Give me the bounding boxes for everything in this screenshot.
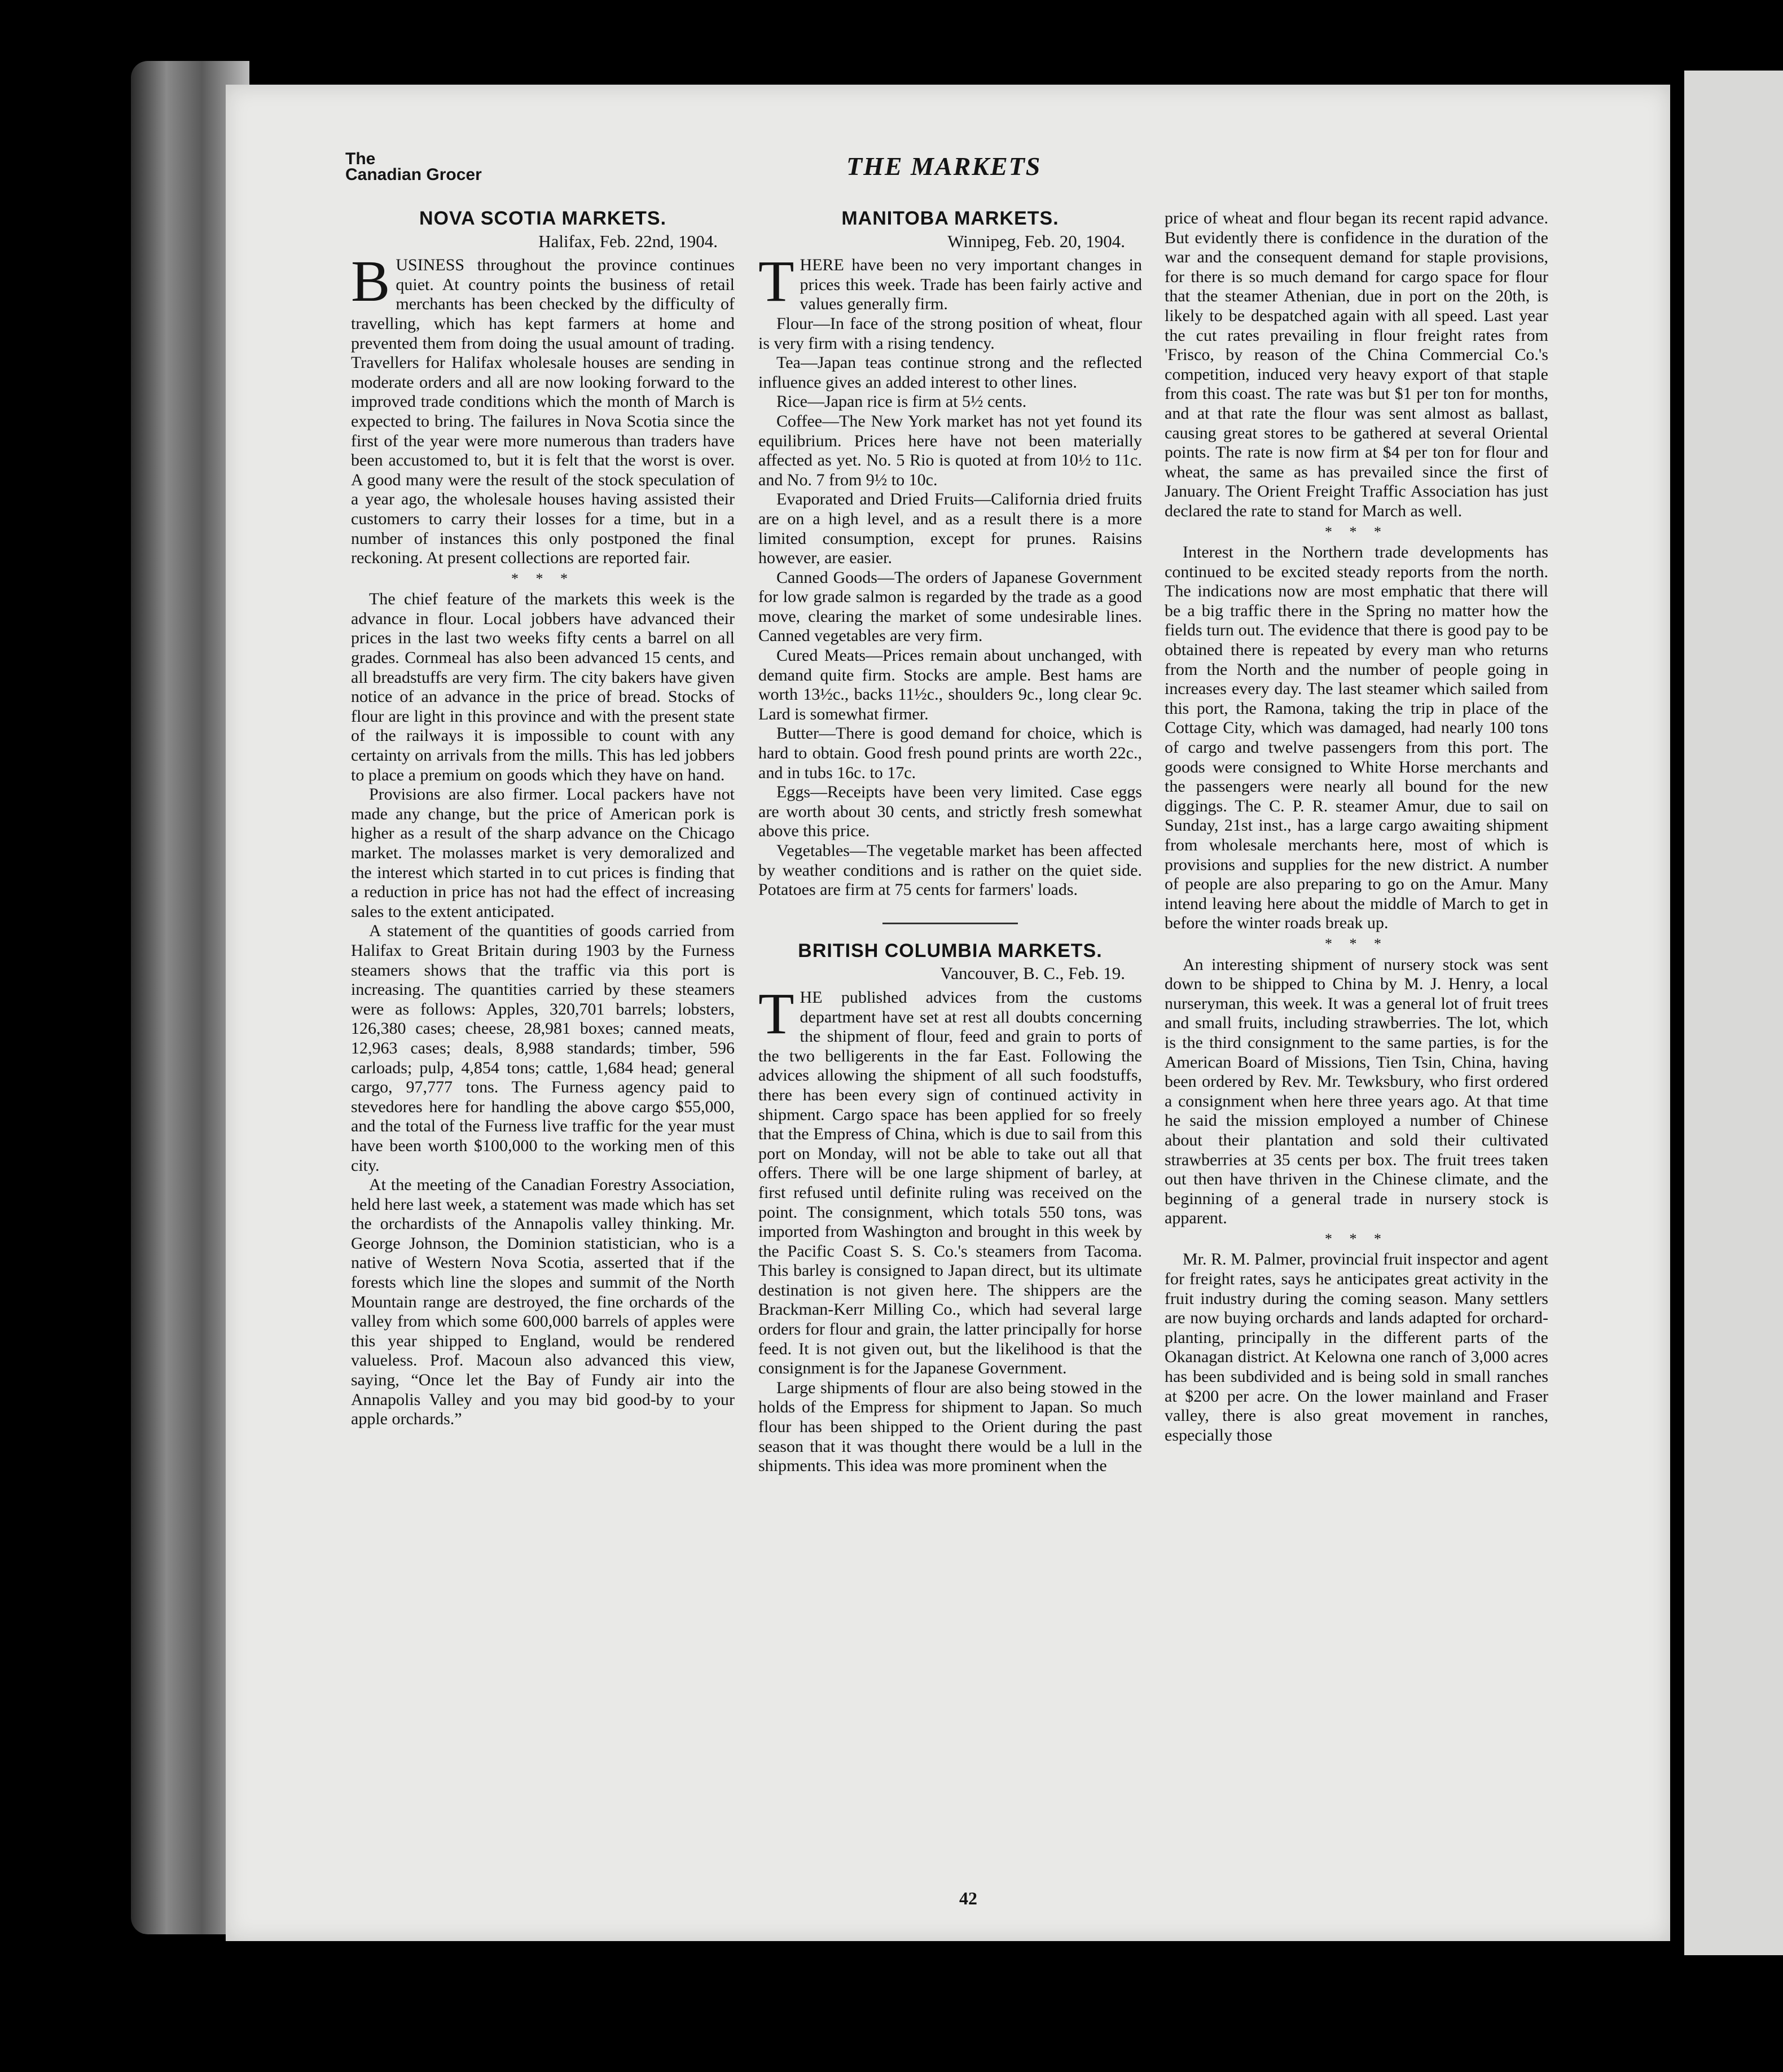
manitoba-paragraph xyxy=(758,249,1142,314)
manitoba-paragraph: Coffee—The New York market has not yet found its equilibrium. Prices here have not been materially affected as yet. No. 5 Rio is quoted at from 10½ to 11c. and No. 7 from 9½ to 10c. xyxy=(758,411,1142,489)
column-1 xyxy=(351,209,735,1429)
section-separator: * * * xyxy=(511,570,574,587)
manitoba-paragraph: Cured Meats—Prices remain about unchanged, with demand quite firm. Stocks are ample. Best hams are worth 13½c., backs 11½c., shoulders 9c., long clear 9c. Lard is somewhat firmer. xyxy=(758,646,1142,723)
british-columbia-paragraph: Large shipments of flour are also being stowed in the holds of the Empress for shipment to Japan. So much flour has been shipped to the Orient during the past season that it was thought there would be a lull in the shipments. This idea was more prominent when the xyxy=(758,1378,1142,1476)
nova-scotia-paragraph: A statement of the quantities of goods carried from Halifax to Great Britain during 1903 by the Furness steamers shows that the traffic via this port is increasing. The quantities carried by these steamers were as follows: Apples, 320,701 barrels; lobsters, 126,380 cases; cheese, 28,981 boxes; canned meats, 12,963 cases; deals, 8,988 standards; timber, 596 carloads; pulp, 4,854 tons; cattle, 1,684 head; general cargo, 97,777 tons. The Furness agency paid to stevedores here for handling the above cargo $55,000, and the total of the Furness live traffic for the year must have been worth $100,000 to the working men of this city. xyxy=(351,921,735,1175)
manitoba-paragraph: Tea—Japan teas continue strong and the reflected influence gives an added interest to other lines. xyxy=(758,353,1142,392)
nova-scotia-paragraph: Provisions are also firmer. Local packers have not made any change, but the price of American pork is higher as a result of the sharp advance on the Chicago market. The molasses market is very demoralized and the interest which started in to cut prices is finding that a reduction in price has not had the effect of increasing sales to the extent anticipated. xyxy=(351,785,735,921)
manitoba-paragraph: Evaporated and Dried Fruits—California dried fruits are on a high level, and as a result there is a more limited consumption, except for prunes. Raisins however, are easier. xyxy=(758,490,1142,568)
publication-line-2: Canadian Grocer xyxy=(345,165,482,184)
nova-scotia-paragraph: The chief feature of the markets this week is the advance in flour. Local jobbers have advanced their prices in the last two weeks fifty cents a barrel on all grades. Cornmeal has also been advanced 15 cents, and all breadstuffs are very firm. The city bakers have given notice of an advance in the price of bread. Stocks of flour are light in this province and with the present state of the railways it is impossible to count with any certainty on arrivals from the mills. This has led jobbers to place a premium on goods which they have on hand. xyxy=(351,590,735,784)
section-separator: * * * xyxy=(1325,935,1388,952)
section-separator: * * * xyxy=(1325,1230,1388,1247)
british-columbia-dateline: Vancouver, B. C., Feb. 19. xyxy=(940,963,1125,984)
section-divider xyxy=(882,923,1018,924)
section-separator: * * * xyxy=(1325,523,1388,540)
paragraph-text: USINESS throughout the province continues quiet. At country points the business of retail merchants has been checked by the difficulty of travelling, which has kept farmers at home and prevented them from doing the usual amount of trading. Travellers for Halifax wholesale houses are sending in moderate orders and all are now looking forward to the improved trade conditions which the month of March is expected to bring. The failures in Nova Scotia since the first of the year were more numerous than traders have been accustomed to, but it is felt that the worst is over. A good many were the result of the stock speculation of a year ago, the wholesale houses having assisted their customers to carry their losses for a time, but in a number of instances this only postponed the final reckoning. At present collections are reported fair. xyxy=(351,256,735,568)
drop-cap: T xyxy=(758,249,794,314)
manitoba-title: MANITOBA MARKETS. xyxy=(841,208,1059,229)
scanned-page xyxy=(226,85,1670,1941)
publication-line-1: The xyxy=(345,150,376,168)
column-2 xyxy=(758,209,1142,1476)
page-number: 42 xyxy=(959,1888,977,1908)
manitoba-paragraph: Flour—In face of the strong position of wheat, flour is very firm with a rising tendency. xyxy=(758,314,1142,353)
nova-scotia-title: NOVA SCOTIA MARKETS. xyxy=(419,208,667,229)
paragraph-text: HERE have been no very important changes in prices this week. Trade has been fairly active and values generally firm. xyxy=(800,256,1142,314)
section-title: THE MARKETS xyxy=(846,152,1042,181)
drop-cap: T xyxy=(758,981,794,1046)
nova-scotia-dateline: Halifax, Feb. 22nd, 1904. xyxy=(538,231,718,251)
publication-name xyxy=(345,151,482,183)
manitoba-paragraph: Canned Goods—The orders of Japanese Government for low grade salmon is regarded by the trade as a good move, clearing the market of some undesirable lines. Canned vegetables are very firm. xyxy=(758,568,1142,646)
british-columbia-paragraph xyxy=(758,981,1142,1379)
nova-scotia-paragraph: At the meeting of the Canadian Forestry Association, held here last week, a statement was made which has set the orchardists of the Annapolis valley thinking. Mr. George Johnson, the Dominion statistician, who is a native of Western Nova Scotia, asserted that if the forests which line the slopes and summit of the North Mountain range are destroyed, the fine orchards of the valley from which some 600,000 barrels of apples were this year shipped to England, would be rendered valueless. Prof. Macoun also advanced this view, saying, “Once let the Bay of Fundy air into the Annapolis Valley and you may bid good-by to your apple orchards.” xyxy=(351,1175,735,1429)
manitoba-paragraph: Eggs—Receipts have been very limited. Case eggs are worth about 30 cents, and strictly fresh somewhat above this price. xyxy=(758,783,1142,841)
manitoba-paragraph: Vegetables—The vegetable market has been affected by weather conditions and is rather on the quiet side. Potatoes are firm at 75 cents for farmers' loads. xyxy=(758,841,1142,899)
british-columbia-paragraph: An interesting shipment of nursery stock was sent down to be shipped to China by M. J. Henry, a local nurseryman, this week. It was a general lot of fruit trees and small fruits, including strawberries. The lot, which is the third consignment to the same parties, is for the American Board of Missions, Tien Tsin, China, having been ordered by Rev. Mr. Tewksbury, who first ordered a consignment when here three years ago. At that time he said the mission employed a number of Chinese about their plantation and sold their cultivated strawberries at 35 cents per box. The fruit trees taken out then have thriven in the Chinese climate, and the beginning of a general trade in nursery stock is apparent. xyxy=(1165,955,1548,1228)
manitoba-paragraph: Rice—Japan rice is firm at 5½ cents. xyxy=(776,392,1027,411)
column-3 xyxy=(1165,209,1548,1445)
british-columbia-paragraph: Interest in the Northern trade developments has continued to be excited steady reports from the north. The indications now are most emphatic that there will be a big traffic there in the Spring no matter how the fields turn out. The evidence that there is good pay to be obtained there is repeated by every man who returns from the North and the number of people going in increases every day. The last steamer which sailed from this port, the Ramona, taking the trip in place of the Cottage City, which was damaged, had nearly 100 tons of cargo and twelve passengers from this port. The goods were consigned to White Horse merchants and the passengers were nearly all bound for the new diggings. The C. P. R. steamer Amur, due to sail on Sunday, 21st inst., has a large cargo awaiting shipment from wholesale merchants here, most of which is provisions and supplies for the new district. A number of people are also preparing to go on the Amur. Many intend leaving here about the middle of March to get in before the winter roads break up. xyxy=(1165,543,1548,933)
british-columbia-title: BRITISH COLUMBIA MARKETS. xyxy=(798,940,1103,962)
facing-page-edge xyxy=(1684,71,1783,1955)
paragraph-text: HE published advices from the customs department have set at rest all doubts concerning the shipment of flour, feed and grain to ports of the two belligerents in the far East. Following the advices allowing the shipment of all such foodstuffs, there has been every sign of continued activity in shipment. Cargo space has been applied for so freely that the Empress of China, which is due to sail from this port on Monday, will not be able to take out all that offers. There will be one large shipment of barley, at first refused until definite ruling was received on the point. The consignment, which totals 550 tons, was imported from Washington and brought in this week by the Pacific Coast S. S. Co.'s steamers from Tacoma. This barley is consigned to Japan direct, but its ultimate destination is not given here. The shippers are the Brackman-Kerr Milling Co., which had several large orders for flour and grain, the latter principally for horse feed. It is not given out, but the likelihood is that the consignment is for the Japanese Government. xyxy=(758,987,1142,1378)
manitoba-paragraph: Butter—There is good demand for choice, which is hard to obtain. Good fresh pound prints are worth 22c., and in tubs 16c. to 17c. xyxy=(758,724,1142,782)
british-columbia-paragraph: Mr. R. M. Palmer, provincial fruit inspector and agent for freight rates, says he anticipates great activity in the fruit industry during the coming season. Many settlers are now buying orchards and lands adapted for orchard-planting, principally in the different parts of the Okanagan district. At Kelowna one ranch of 3,000 acres has been subdivided and is being sold in small ranches at $200 per acre. On the lower mainland and Fraser valley, there is also great movement in ranches, especially those xyxy=(1165,1250,1548,1445)
drop-cap: B xyxy=(351,249,390,314)
manitoba-dateline: Winnipeg, Feb. 20, 1904. xyxy=(947,231,1125,251)
british-columbia-paragraph: price of wheat and flour began its recent rapid advance. But evidently there is confidence in the duration of the war and the consequent demand for staple provisions, for there is so much demand for cargo space for flour that the steamer Athenian, due in port on the 20th, is likely to be despatched again with all speed. Last year the cut rates prevailing in flour freight rates from 'Frisco, by reason of the China Commercial Co.'s competition, induced very heavy export of that staple from this coast. The rate was but $1 per ton for months, and at that rate the flour was sent almost as ballast, causing great stores to be gathered at several Oriental points. The rate is now firm at $4 per ton for flour and wheat, the same as has prevailed since the first of January. The Orient Freight Traffic Association has just declared the rate to stand for March as well. xyxy=(1165,209,1548,520)
nova-scotia-paragraph xyxy=(351,249,735,568)
